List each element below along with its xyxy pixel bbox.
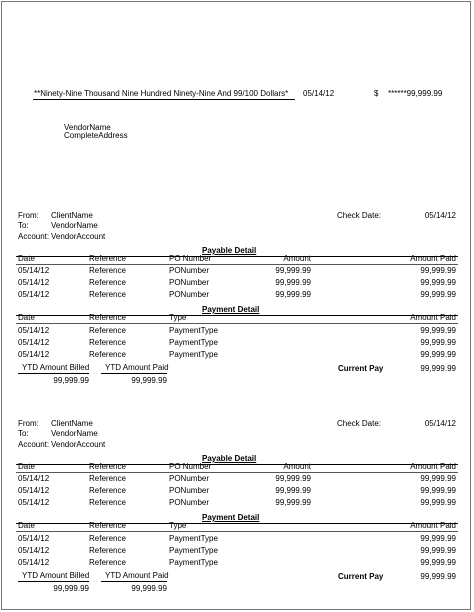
payment-row-type: PaymentType	[169, 546, 218, 555]
payee-address: CompleteAddress	[64, 131, 128, 140]
payment-row-date: 05/14/12	[18, 558, 50, 567]
current-pay-label: Current Pay	[338, 572, 384, 581]
payable-row-amount-paid: 99,999.99	[420, 266, 456, 275]
check-date-value: 05/14/12	[424, 211, 456, 220]
column-header-reference: Reference	[89, 254, 126, 263]
payable-row-po-number: PONumber	[169, 278, 210, 287]
column-header-amount: Amount	[283, 254, 311, 263]
payment-row-type: PaymentType	[169, 350, 218, 359]
payable-row-date: 05/14/12	[18, 278, 50, 287]
from-value: ClientName	[51, 419, 93, 428]
payable-row-reference: Reference	[89, 266, 126, 275]
payable-row-amount: 99,999.99	[275, 266, 311, 275]
payable-row-reference: Reference	[89, 474, 126, 483]
column-header-type: Type	[169, 521, 187, 530]
to-value: VendorName	[51, 221, 98, 230]
currency-symbol: $	[374, 89, 379, 98]
payable-row-reference: Reference	[89, 486, 126, 495]
payable-row-po-number: PONumber	[169, 486, 210, 495]
column-header-date: Date	[18, 313, 35, 322]
ytd-amount-paid-value: 99,999.99	[131, 376, 167, 385]
to-value: VendorName	[51, 429, 98, 438]
payment-row-date: 05/14/12	[18, 338, 50, 347]
check-date-label: Check Date:	[337, 419, 382, 428]
from-value: ClientName	[51, 211, 93, 220]
payment-row-type: PaymentType	[169, 534, 218, 543]
payable-row-po-number: PONumber	[169, 474, 210, 483]
payable-header-rule	[16, 472, 458, 473]
column-header-reference: Reference	[89, 521, 126, 530]
payable-row-amount: 99,999.99	[275, 486, 311, 495]
payment-row-amount-paid: 99,999.99	[420, 350, 456, 359]
column-header-po-number: PO Number	[169, 462, 212, 471]
account-value: VendorAccount	[51, 440, 106, 449]
ytd-amount-paid-label: YTD Amount Paid	[105, 571, 169, 580]
payable-row-reference: Reference	[89, 498, 126, 507]
payment-row-amount-paid: 99,999.99	[420, 338, 456, 347]
payable-row-date: 05/14/12	[18, 474, 50, 483]
payable-title-rule	[16, 256, 458, 257]
payment-row-reference: Reference	[89, 326, 126, 335]
payable-row-amount-paid: 99,999.99	[420, 498, 456, 507]
payable-row-date: 05/14/12	[18, 486, 50, 495]
current-pay-value: 99,999.99	[420, 572, 456, 581]
payable-detail-title: Payable Detail	[202, 454, 257, 463]
payment-header-rule	[16, 323, 458, 324]
payment-row-date: 05/14/12	[18, 350, 50, 359]
column-header-amount-paid: Amount Paid	[410, 462, 456, 471]
amount-words-underline	[33, 99, 295, 100]
check-amount: ******99,999.99	[388, 89, 443, 98]
payment-detail-title: Payment Detail	[202, 305, 260, 314]
payment-title-rule	[16, 315, 458, 316]
payment-header-rule	[16, 531, 458, 532]
payable-row-po-number: PONumber	[169, 266, 210, 275]
ytd-amount-billed-label: YTD Amount Billed	[22, 571, 90, 580]
payment-row-date: 05/14/12	[18, 546, 50, 555]
payment-row-reference: Reference	[89, 546, 126, 555]
payment-row-reference: Reference	[89, 350, 126, 359]
payable-row-amount-paid: 99,999.99	[420, 486, 456, 495]
check-date: 05/14/12	[303, 89, 335, 98]
payable-title-rule	[16, 464, 458, 465]
current-pay-value: 99,999.99	[420, 364, 456, 373]
ytd-paid-rule	[101, 581, 167, 582]
payable-row-po-number: PONumber	[169, 290, 210, 299]
payable-row-reference: Reference	[89, 290, 126, 299]
ytd-paid-rule	[101, 373, 167, 374]
column-header-date: Date	[18, 254, 35, 263]
payable-row-reference: Reference	[89, 278, 126, 287]
payment-row-type: PaymentType	[169, 558, 218, 567]
check-date-label: Check Date:	[337, 211, 382, 220]
payment-row-date: 05/14/12	[18, 326, 50, 335]
payable-row-amount-paid: 99,999.99	[420, 290, 456, 299]
payment-row-amount-paid: 99,999.99	[420, 326, 456, 335]
payable-detail-title: Payable Detail	[202, 246, 257, 255]
column-header-amount-paid: Amount Paid	[410, 313, 456, 322]
payable-row-amount: 99,999.99	[275, 290, 311, 299]
payment-row-amount-paid: 99,999.99	[420, 558, 456, 567]
column-header-reference: Reference	[89, 313, 126, 322]
column-header-po-number: PO Number	[169, 254, 212, 263]
payable-row-date: 05/14/12	[18, 290, 50, 299]
from-label: From:	[18, 419, 39, 428]
payment-row-reference: Reference	[89, 534, 126, 543]
payable-row-date: 05/14/12	[18, 266, 50, 275]
payment-row-reference: Reference	[89, 338, 126, 347]
payable-row-amount: 99,999.99	[275, 278, 311, 287]
amount-in-words: **Ninety-Nine Thousand Nine Hundred Ninety-Nine And 99/100 Dollars*	[34, 89, 289, 98]
payment-detail-title: Payment Detail	[202, 513, 260, 522]
payable-row-amount-paid: 99,999.99	[420, 474, 456, 483]
payee-name: VendorName	[64, 123, 111, 132]
column-header-date: Date	[18, 462, 35, 471]
column-header-amount-paid: Amount Paid	[410, 254, 456, 263]
payment-row-amount-paid: 99,999.99	[420, 534, 456, 543]
column-header-type: Type	[169, 313, 187, 322]
ytd-billed-rule	[18, 373, 89, 374]
ytd-amount-paid-value: 99,999.99	[131, 584, 167, 593]
column-header-date: Date	[18, 521, 35, 530]
payment-row-amount-paid: 99,999.99	[420, 546, 456, 555]
column-header-reference: Reference	[89, 462, 126, 471]
check-page	[1, 1, 471, 610]
payable-header-rule	[16, 264, 458, 265]
check-date-value: 05/14/12	[424, 419, 456, 428]
payment-row-date: 05/14/12	[18, 534, 50, 543]
payable-row-date: 05/14/12	[18, 498, 50, 507]
ytd-amount-billed-label: YTD Amount Billed	[22, 363, 90, 372]
payment-title-rule	[16, 523, 458, 524]
from-label: From:	[18, 211, 39, 220]
ytd-amount-paid-label: YTD Amount Paid	[105, 363, 169, 372]
ytd-billed-rule	[18, 581, 89, 582]
current-pay-label: Current Pay	[338, 364, 384, 373]
payable-row-amount-paid: 99,999.99	[420, 278, 456, 287]
to-label: To:	[18, 221, 29, 230]
account-value: VendorAccount	[51, 232, 106, 241]
ytd-amount-billed-value: 99,999.99	[53, 584, 89, 593]
payable-row-amount: 99,999.99	[275, 498, 311, 507]
payment-row-reference: Reference	[89, 558, 126, 567]
payable-row-amount: 99,999.99	[275, 474, 311, 483]
payable-row-po-number: PONumber	[169, 498, 210, 507]
account-label: Account:	[18, 440, 50, 449]
payment-row-type: PaymentType	[169, 326, 218, 335]
to-label: To:	[18, 429, 29, 438]
column-header-amount-paid: Amount Paid	[410, 521, 456, 530]
account-label: Account:	[18, 232, 50, 241]
ytd-amount-billed-value: 99,999.99	[53, 376, 89, 385]
column-header-amount: Amount	[283, 462, 311, 471]
payment-row-type: PaymentType	[169, 338, 218, 347]
